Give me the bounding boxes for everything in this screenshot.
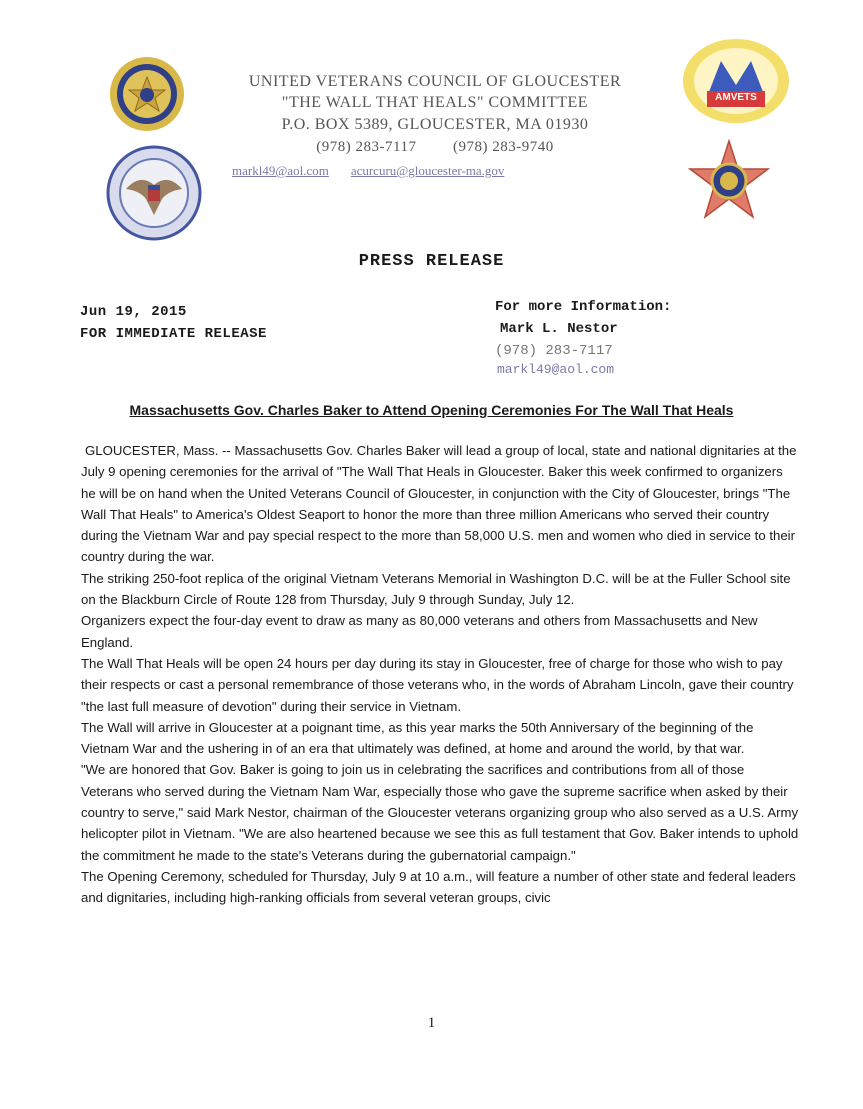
email-link-1[interactable]: markl49@aol.com: [232, 163, 329, 178]
letterhead-address: P.O. BOX 5389, GLOUCESTER, MA 01930: [281, 116, 589, 133]
paragraph: "We are honored that Gov. Baker is going to join us in celebrating the sacrifices and contributions from all of those Veterans who served during the Vietnam Nam War, especially those who gave the supreme sacrifice when asked by their country to serve," said Mark Nestor, chairman of the Gloucester veterans organizing group who also served as a U.S. Army helicopter pilot in Vietnam. "We are also heartened because we see this as full testament that Gov. Baker intends to uphold the commitment he made to the state's Veterans during the gubernatorial campaign.": [81, 762, 799, 863]
headline: Massachusetts Gov. Charles Baker to Attend Opening Ceremonies For The Wall That Heals: [129, 402, 734, 418]
contact-phone: (978) 283-7117: [495, 343, 613, 359]
letterhead-phone-1: (978) 283-7117: [316, 139, 417, 155]
vfw-emblem: [686, 139, 772, 225]
paragraph: The Wall will arrive in Gloucester at a poignant time, as this year marks the 50th Anniversary of the beginning of the Vietnam War and the ushering in of an era that ultimately was defined, at home and around the world, by that war.: [81, 719, 754, 757]
letterhead-phone-2: (978) 283-9740: [452, 139, 554, 155]
paragraph: GLOUCESTER, Mass. -- Massachusetts Gov. Charles Baker will lead a group of local, state and national dignitaries at the July 9 opening ceremonies for the arrival of "The Wall That Heals in Gloucester. Baker this week confirmed to organizers he will be on hand when the United Veterans Council of Gloucester, in conjunction with the City of Gloucester, brings "The Wall That Heals" to America's Oldest Seaport to honor the more than three million Americans who served their country during the Vietnam War and pay special respect to the more than 58,000 U.S. men and women who died in service to their country during the war.: [81, 443, 797, 565]
press-release-title: PRESS RELEASE: [358, 252, 505, 271]
contact-name: Mark L. Nestor: [500, 321, 618, 337]
amvets-badge-label: AMVETS: [715, 92, 757, 103]
eagle-seal-emblem: [106, 145, 202, 241]
letterhead-phones: [200, 139, 670, 156]
paragraph: The striking 250-foot replica of the original Vietnam Veterans Memorial in Washington D.C. will be at the Fuller School site on the Blackburn Circle of Route 128 from Thursday, July 9 through Sunday, July 12.: [81, 570, 791, 608]
letterhead-committee: "THE WALL THAT HEALS" COMMITTEE: [281, 94, 589, 111]
email-link-2[interactable]: acurcuru@gloucester-ma.gov: [350, 163, 505, 178]
amvets-emblem: [681, 37, 791, 125]
paragraph: The Opening Ceremony, scheduled for Thursday, July 9 at 10 a.m., will feature a number of other state and federal leaders and dignitaries, including high-ranking officials from several veteran groups, civic: [81, 868, 796, 906]
page-number: 1: [427, 1015, 436, 1031]
immediate-release-label: FOR IMMEDIATE RELEASE: [80, 326, 267, 342]
american-legion-emblem: [108, 55, 186, 133]
release-date: Jun 19, 2015: [80, 304, 187, 320]
paragraph: Organizers expect the four-day event to draw as many as 80,000 veterans and others from Massachusetts and New England.: [81, 613, 758, 650]
article-body: [81, 440, 799, 909]
contact-heading: For more Information:: [495, 299, 672, 315]
letterhead-emails: [232, 163, 504, 179]
paragraph: The Wall That Heals will be open 24 hours per day during its stay in Gloucester, free of charge for those who wish to pay their respects or cast a personal remembrance of those veterans who, in the words of Abraham Lincoln, gave their country "the last full measure of devotion" during their service in Vietnam.: [81, 655, 794, 714]
letterhead-org-name: UNITED VETERANS COUNCIL OF GLOUCESTER: [248, 73, 622, 90]
contact-email[interactable]: markl49@aol.com: [497, 362, 615, 377]
